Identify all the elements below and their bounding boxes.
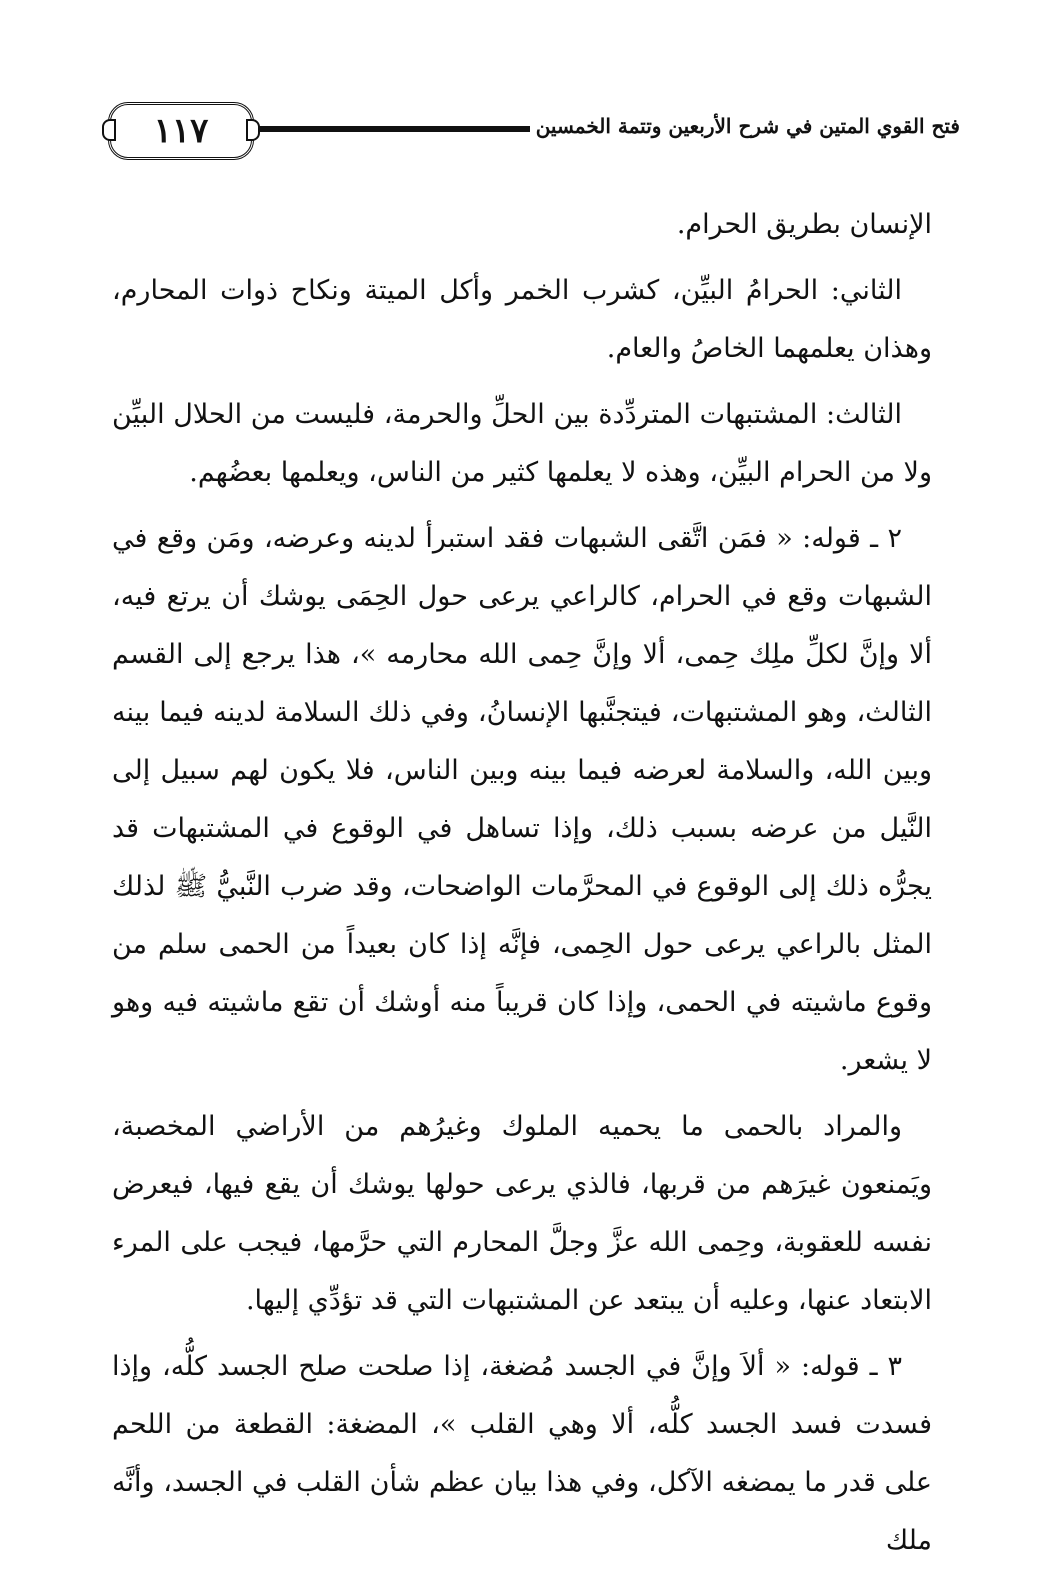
page-body [112, 196, 932, 1578]
page-header [100, 100, 960, 162]
page-number-frame [108, 102, 254, 160]
paragraph: والمراد بالحمى ما يحميه الملوك وغيرُهم من الأراضي المخصبة، ويَمنعون غيرَهم من قربها، فالذي يرعى حولها يوشك أن يقع فيها، فيعرض نفسه للعقوبة، وحِمى الله عزَّ وجلَّ المحارم التي حرَّمها، فيجب على المرء الابتعاد عنها، وعليه أن يبتعد عن المشتبهات التي قد تؤدِّي إليها. [112, 1111, 932, 1316]
paragraph: ٢ ـ قوله: « فمَن اتَّقى الشبهات فقد استبرأ لدينه وعرضه، ومَن وقع في الشبهات وقع في الحرام، كالراعي يرعى حول الحِمَى يوشك أن يرتع فيه، ألا وإنَّ لكلِّ ملِك حِمى، ألا وإنَّ حِمى الله محارمه »، هذا يرجع إلى القسم الثالث، وهو المشتبهات، فيتجنَّبها الإنسانُ، وفي ذلك السلامة لدينه فيما بينه وبين الله، والسلامة لعرضه فيما بينه وبين الناس، فلا يكون لهم سبيل إلى النَّيل من عرضه بسبب ذلك، وإذا تساهل في الوقوع في المشتبهات قد يجرُّه ذلك إلى الوقوع في المحرَّمات الواضحات، وقد ضرب النَّبيُّ ﷺ لذلك المثل بالراعي يرعى حول الحِمى، فإنَّه إذا كان بعيداً من الحمى سلم من وقوع ماشيته في الحمى، وإذا كان قريباً منه أوشك أن تقع ماشيته فيه وهو لا يشعر. [112, 523, 932, 1076]
page-number: ١١٧ [153, 111, 209, 151]
header-rule [254, 126, 530, 132]
paragraph: الإنسان بطريق الحرام. [676, 209, 932, 240]
paragraph: ٣ ـ قوله: « ألاَ وإنَّ في الجسد مُضغة، إذا صلحت صلح الجسد كلُّه، وإذا فسدت فسد الجسد كلُّه، ألا وهي القلب »، المضغة: القطعة من اللحم على قدر ما يمضغه الآكل، وفي هذا بيان عظم شأن القلب في الجسد، وأنَّه ملك [112, 1351, 932, 1556]
book-title: فتح القوي المتين في شرح الأربعين وتتمة الخمسين [535, 114, 960, 138]
paragraph: الثالث: المشتبهات المتردِّدة بين الحلِّ والحرمة، فليست من الحلال البيِّن ولا من الحرام البيِّن، وهذه لا يعلمها كثير من الناس، ويعلمها بعضُهم. [112, 399, 932, 488]
paragraph: الثاني: الحرامُ البيِّن، كشرب الخمر وأكل الميتة ونكاح ذوات المحارم، وهذان يعلمهما الخاصُ والعام. [112, 275, 932, 364]
